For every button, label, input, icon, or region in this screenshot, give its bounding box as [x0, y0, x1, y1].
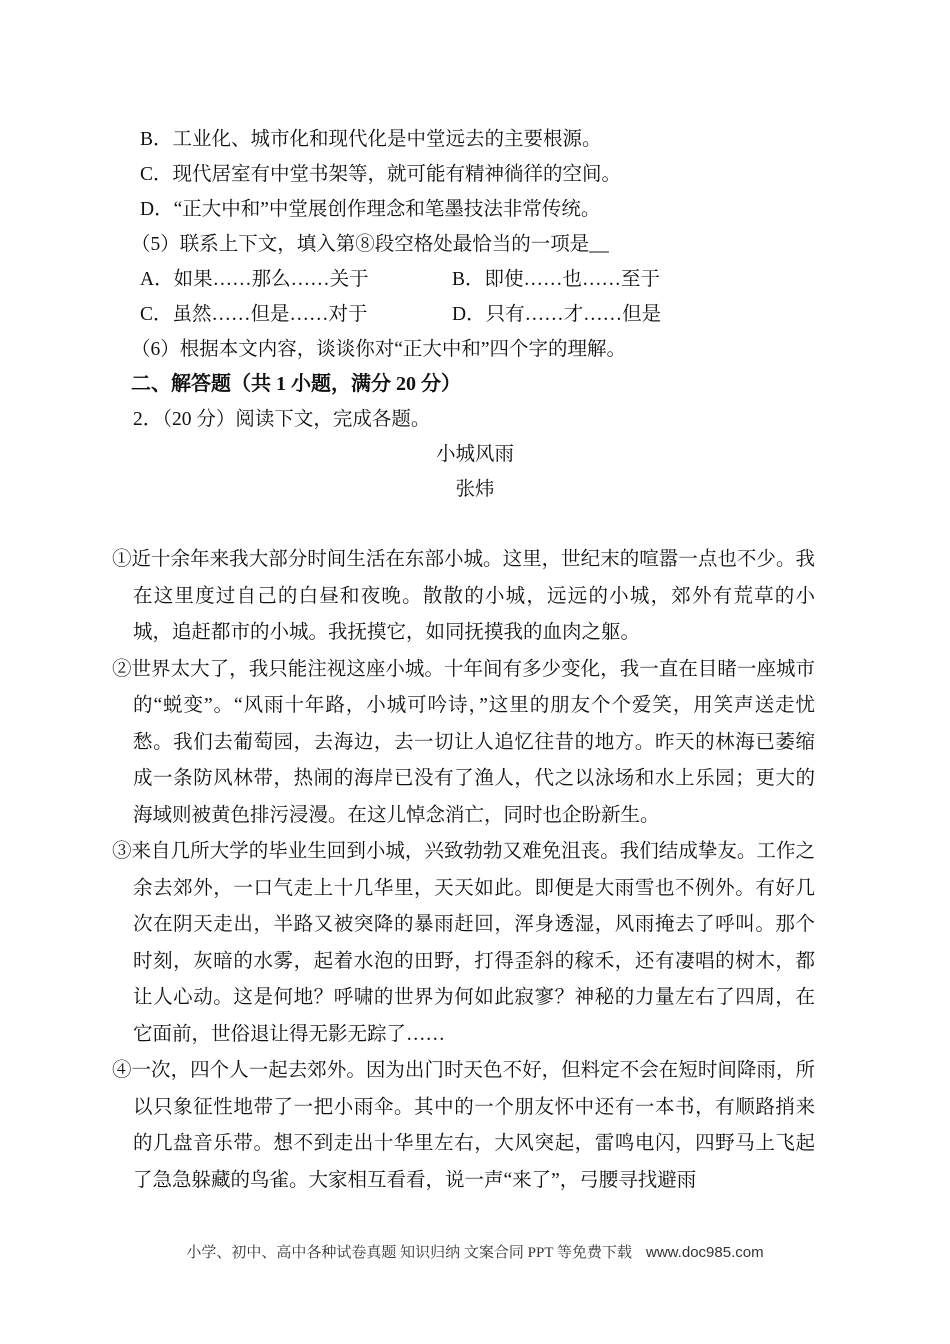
question-2-intro: 2．（20 分）阅读下文，完成各题。: [133, 409, 431, 430]
sub-question-5-options-row-2: [0, 297, 950, 332]
option-d: D．只有……才……但是: [452, 304, 662, 325]
sub-question-5-prompt: （5）联系上下文，填入第⑧段空格处最恰当的一项是__: [131, 234, 609, 255]
option-b: B．即使……也……至于: [452, 269, 661, 290]
option-a: A．如果……那么……关于: [140, 269, 369, 290]
reading-paragraph-4: ④一次，四个人一起去郊外。因为出门时天色不好，但料定不会在短时间降雨，所以只象征性地带了一把小雨伞。其中的一个朋友怀中还有一本书，有顺路捎来的几盘音乐带。想不到走出十华里左右，大风突起，雷鸣电闪，四野马上飞起了急急躲藏的鸟雀。大家相互看看，说一声“来了”，弓腰寻找避雨: [112, 1060, 815, 1191]
reading-paragraph-2: ②世界太大了，我只能注视这座小城。十年间有多少变化，我一直在目睹一座城市的“蜕变”。“风雨十年路，小城可吟诗，”这里的朋友个个爱笑，用笑声送走忧愁。我们去葡萄园，去海边，去一切让人追忆往昔的地方。昨天的林海已萎缩成一条防风林带，热闹的海岸已没有了渔人，代之以泳场和水上乐园；更大的海域则被黄色排污浸漫。在这儿悼念消亡，同时也企盼新生。: [112, 658, 815, 826]
option-c: C．虽然……但是……对于: [140, 304, 368, 325]
reading-paragraph-3: ③来自几所大学的毕业生回到小城，兴致勃勃又难免沮丧。我们结成挚友。工作之余去郊外，一口气走上十几华里，天天如此。即便是大雨雪也不例外。有好几次在阴天走出，半路又被突降的暴雨赶回，浑身透湿，风雨掩去了呼叫。那个时刻，灰暗的水雾，起着水泡的田野，打得歪斜的稼禾，还有凄唱的树木，都让人心动。这是何地？呼啸的世界为何如此寂寥？神秘的力量左右了四周，在它面前，世俗退让得无影无踪了……: [112, 841, 815, 1045]
section-2-heading: 二、解答题（共 1 小题，满分 20 分）: [131, 373, 461, 395]
document-content: [0, 122, 950, 1199]
choice-option-d: D．“正大中和”中堂展创作理念和笔墨技法非常传统。: [140, 199, 601, 220]
reading-paragraph-1: ①近十余年来我大部分时间生活在东部小城。这里，世纪末的喧嚣一点也不少。我在这里度过自己的白昼和夜晚。散散的小城，远远的小城，郊外有荒草的小城，追赶都市的小城。我抚摸它，如同抚摸我的血肉之躯。: [112, 549, 815, 643]
blank-line: [0, 507, 950, 542]
footer-text: 小学、初中、高中各种试卷真题 知识归纳 文案合同 PPT 等免费下载: [186, 1245, 633, 1261]
reading-passage: [112, 542, 815, 1199]
footer-url: www.doc985.com: [646, 1244, 764, 1261]
page-footer: [0, 1243, 950, 1263]
choice-option-b: B．工业化、城市化和现代化是中堂远去的主要根源。: [140, 129, 602, 150]
choice-option-c: C．现代居室有中堂书架等，就可能有精神徜徉的空间。: [140, 164, 622, 185]
sub-question-6-prompt: （6）根据本文内容，谈谈你对“正大中和”四个字的理解。: [131, 339, 627, 360]
sub-question-5-options-row-1: [0, 262, 950, 297]
reading-title: 小城风雨: [435, 444, 514, 465]
reading-author: 张炜: [455, 479, 495, 500]
